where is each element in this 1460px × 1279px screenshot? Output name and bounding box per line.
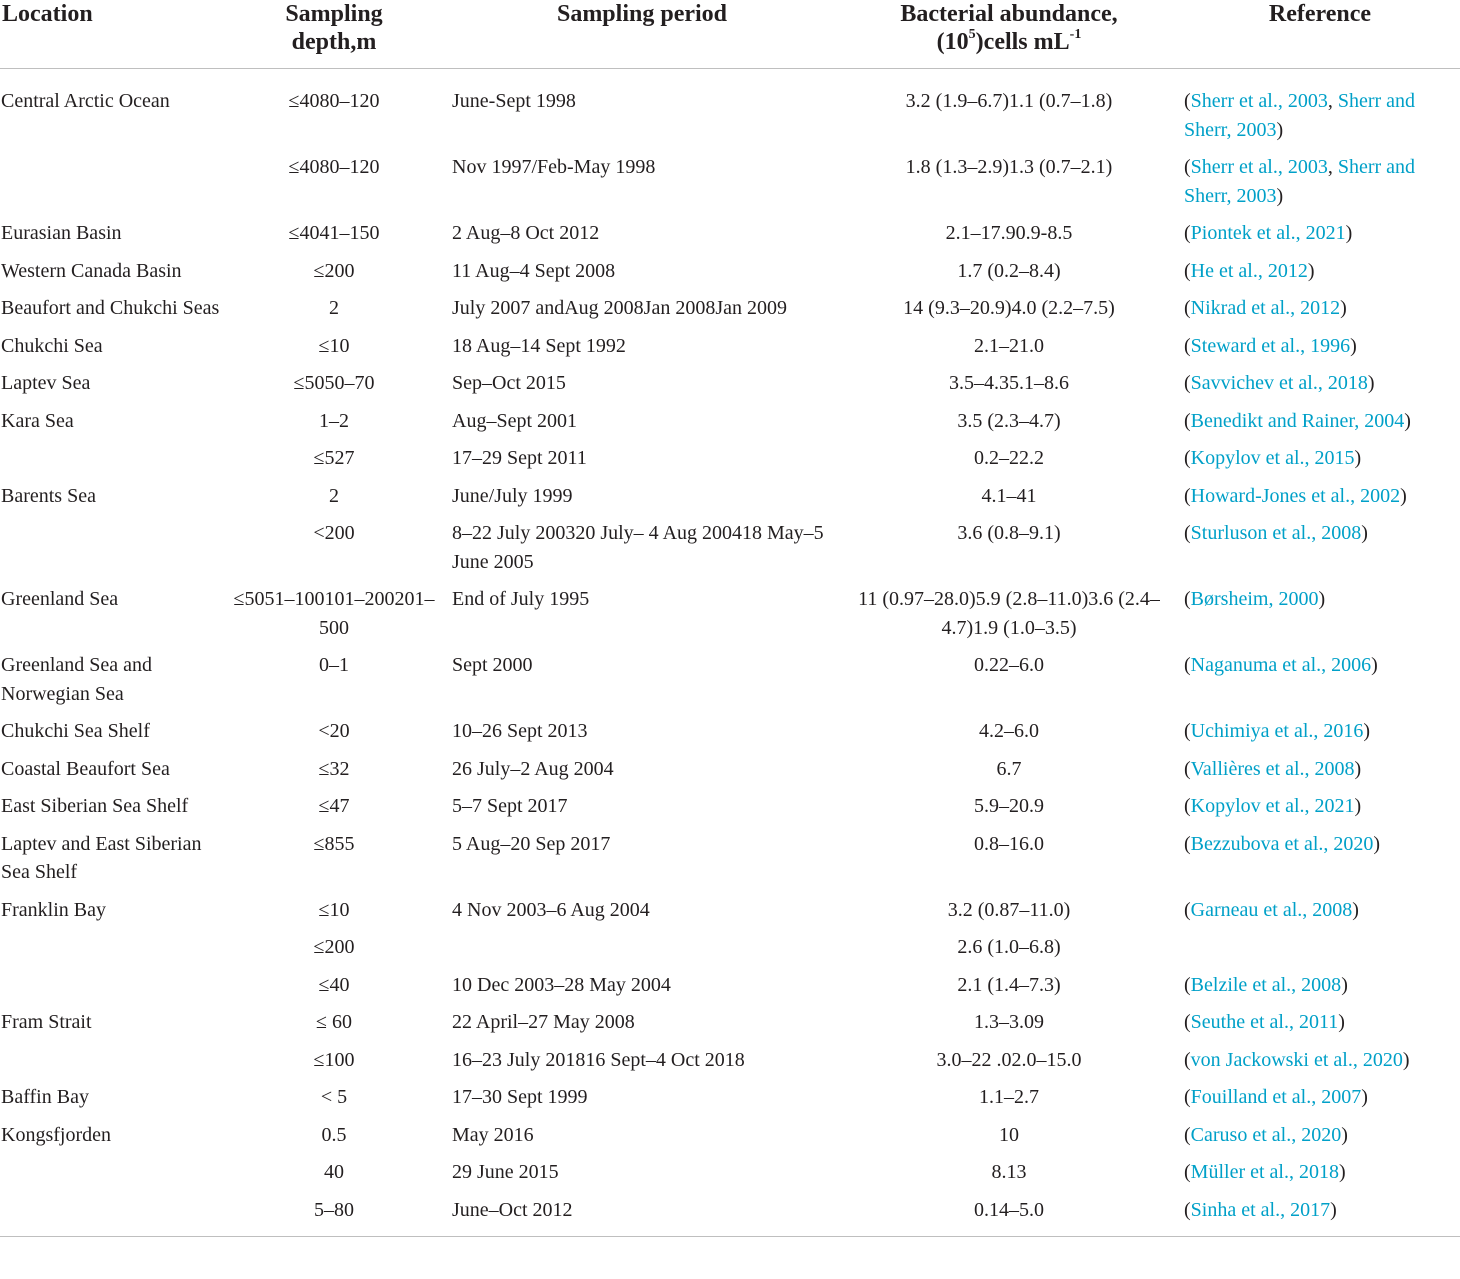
- sampling-depth-cell: ≤4080–120: [288, 156, 380, 178]
- sampling-depth-cell: ≤10: [318, 334, 350, 357]
- table-row: [0, 369, 1460, 407]
- reference-cell: (Piontek et al., 2021): [1184, 222, 1353, 244]
- reference-cell: (Fouilland et al., 2007): [1184, 1086, 1368, 1108]
- reference-link[interactable]: Caruso et al., 2020: [1190, 1123, 1342, 1146]
- reference-link[interactable]: Sinha et al., 2017: [1190, 1198, 1331, 1221]
- sampling-depth-cell: 40: [324, 1161, 344, 1183]
- reference-cell: (Howard-Jones et al., 2002): [1184, 484, 1407, 507]
- bacterial-abundance-cell: 3.5–4.35.1–8.6: [949, 372, 1069, 394]
- location-cell: Central Arctic Ocean: [1, 90, 170, 112]
- reference-cell: (Benedikt and Rainer, 2004): [1184, 409, 1411, 432]
- sampling-period-cell: Sep–Oct 2015: [452, 372, 566, 394]
- sampling-period-cell: May 2016: [452, 1123, 534, 1146]
- reference-cell: (Belzile et al., 2008): [1184, 973, 1348, 996]
- sampling-period-cell: June-Sept 1998: [452, 90, 576, 112]
- table-row: [0, 792, 1460, 830]
- bacterial-abundance-cell: 2.1–17.90.9-8.5: [945, 222, 1073, 244]
- sampling-period-cell: 26 July–2 Aug 2004: [452, 757, 614, 780]
- location-cell: Franklin Bay: [1, 898, 106, 921]
- reference-cell: (Uchimiya et al., 2016): [1184, 720, 1371, 742]
- table-row: [0, 755, 1460, 793]
- bacterial-abundance-cell: 3.6 (0.8–9.1): [957, 522, 1061, 544]
- sampling-period-cell: 16–23 July 201816 Sept–4 Oct 2018: [452, 1048, 745, 1071]
- reference-link[interactable]: Garneau et al., 2008: [1190, 898, 1353, 921]
- bacterial-abundance-cell: 1.1–2.7: [979, 1086, 1039, 1108]
- sampling-depth-cell: ≤5051–100101–200201–500: [233, 588, 435, 639]
- reference-cell: (Børsheim, 2000): [1184, 588, 1326, 610]
- sampling-depth-cell: ≤10: [318, 898, 350, 921]
- table-row: [0, 585, 1460, 651]
- reference-cell: (Kopylov et al., 2015): [1184, 447, 1362, 469]
- sampling-depth-cell: 0.5: [321, 1123, 347, 1146]
- sampling-depth-cell: ≤ 60: [316, 1011, 352, 1033]
- sampling-period-cell: 17–30 Sept 1999: [452, 1086, 588, 1108]
- reference-link[interactable]: Savvichev et al., 2018: [1190, 372, 1368, 394]
- table-row: [0, 651, 1460, 717]
- reference-cell: (Bezzubova et al., 2020): [1184, 832, 1381, 855]
- reference-link[interactable]: Sherr et al., 2003: [1190, 156, 1328, 178]
- bacterial-abundance-cell: 8.13: [991, 1161, 1027, 1183]
- location-cell: [0, 519, 222, 585]
- bacterial-abundance-cell: 3.2 (0.87–11.0): [947, 898, 1071, 921]
- table-row: [0, 294, 1460, 332]
- bacterial-abundance-cell: 0.22–6.0: [974, 654, 1044, 676]
- table-row: [0, 933, 1460, 971]
- reference-link[interactable]: He et al., 2012: [1190, 259, 1308, 282]
- sampling-period-cell: Sept 2000: [452, 654, 533, 676]
- sampling-depth-cell: ≤527: [313, 447, 355, 469]
- bacterial-abundance-cell: 2.1 (1.4–7.3): [957, 973, 1061, 996]
- reference-link[interactable]: Belzile et al., 2008: [1190, 973, 1342, 996]
- table-row: [0, 896, 1460, 934]
- sampling-period-cell: 5 Aug–20 Sep 2017: [452, 832, 611, 855]
- reference-cell: (Kopylov et al., 2021): [1184, 795, 1362, 817]
- bacterial-abundance-cell: 1.3–3.09: [974, 1011, 1044, 1033]
- sampling-period-cell: 5–7 Sept 2017: [452, 795, 568, 817]
- location-cell: Fram Strait: [1, 1011, 92, 1033]
- reference-link[interactable]: Sturluson et al., 2008: [1190, 522, 1362, 544]
- reference-cell: (Garneau et al., 2008): [1184, 898, 1359, 921]
- reference-link[interactable]: Kopylov et al., 2015: [1190, 447, 1355, 469]
- bacterial-abundance-cell: 3.0–22 .02.0–15.0: [936, 1048, 1082, 1071]
- table-row: [0, 1008, 1460, 1046]
- sampling-depth-cell: ≤47: [318, 795, 350, 817]
- table-row: [0, 153, 1460, 219]
- sampling-period-cell: End of July 1995: [452, 588, 590, 610]
- location-cell: Kara Sea: [1, 409, 74, 432]
- location-cell: [0, 1196, 222, 1237]
- table-row: [0, 519, 1460, 585]
- reference-link[interactable]: Kopylov et al., 2021: [1190, 795, 1355, 817]
- reference-link[interactable]: Fouilland et al., 2007: [1190, 1086, 1362, 1108]
- table-row: [0, 257, 1460, 295]
- location-cell: [0, 444, 222, 482]
- location-cell: Greenland Sea and Norwegian Sea: [1, 654, 153, 705]
- sampling-period-cell: 29 June 2015: [452, 1161, 559, 1183]
- reference-link[interactable]: Sherr and Sherr, 2003: [1184, 156, 1416, 207]
- reference-cell: (Sherr et al., 2003, Sherr and Sherr, 2003): [1184, 156, 1416, 207]
- reference-link[interactable]: Howard-Jones et al., 2002: [1190, 484, 1401, 507]
- bacterial-abundance-cell: 14 (9.3–20.9)4.0 (2.2–7.5): [903, 297, 1115, 319]
- sampling-period-cell: 17–29 Sept 2011: [452, 447, 587, 469]
- reference-link[interactable]: Børsheim, 2000: [1190, 588, 1319, 610]
- sampling-depth-cell: < 5: [320, 1086, 348, 1108]
- bacterial-abundance-cell: 2.6 (1.0–6.8): [957, 936, 1061, 958]
- location-cell: Eurasian Basin: [1, 222, 122, 244]
- table-row: [0, 482, 1460, 520]
- location-cell: Greenland Sea: [1, 588, 119, 610]
- location-cell: Kongsfjorden: [1, 1123, 111, 1146]
- location-cell: East Siberian Sea Shelf: [1, 795, 189, 817]
- table-row: [0, 1158, 1460, 1196]
- table-row: [0, 971, 1460, 1009]
- reference-link[interactable]: von Jackowski et al., 2020: [1190, 1048, 1403, 1071]
- reference-link[interactable]: Müller et al., 2018: [1190, 1161, 1339, 1183]
- reference-cell: (Nikrad et al., 2012): [1184, 297, 1347, 319]
- sampling-period-cell: July 2007 andAug 2008Jan 2008Jan 2009: [452, 297, 787, 319]
- header-location: Location: [0, 0, 222, 69]
- bacterial-abundance-cell: 4.1–41: [981, 484, 1037, 507]
- sampling-period-cell: June–Oct 2012: [446, 1196, 838, 1237]
- sampling-depth-cell: ≤855: [313, 832, 355, 855]
- reference-cell: (Vallières et al., 2008): [1184, 757, 1362, 780]
- table-row: [0, 332, 1460, 370]
- reference-cell: (Naganuma et al., 2006): [1184, 654, 1378, 676]
- table-row: [0, 1196, 1460, 1237]
- reference-link[interactable]: Piontek et al., 2021: [1190, 222, 1346, 244]
- reference-link[interactable]: Benedikt and Rainer, 2004: [1190, 409, 1405, 432]
- table-row: [0, 444, 1460, 482]
- sampling-period-cell: 10 Dec 2003–28 May 2004: [452, 973, 671, 996]
- sampling-depth-cell: 0–1: [319, 654, 349, 676]
- sampling-period-cell: 18 Aug–14 Sept 1992: [452, 334, 626, 357]
- location-cell: Coastal Beaufort Sea: [1, 757, 170, 780]
- bacterial-abundance-cell: 10: [999, 1123, 1019, 1146]
- bacterial-abundance-cell: 5.9–20.9: [974, 795, 1044, 817]
- reference-link[interactable]: Steward et al., 1996: [1190, 334, 1351, 357]
- reference-cell: (von Jackowski et al., 2020): [1184, 1048, 1410, 1071]
- bacterial-abundance-cell: 6.7: [996, 757, 1022, 780]
- header-sampling-period: Sampling period: [446, 0, 838, 69]
- sampling-depth-cell: ≤4041–150: [288, 222, 380, 244]
- table-row: [0, 830, 1460, 896]
- reference-link[interactable]: Bezzubova et al., 2020: [1190, 832, 1374, 855]
- sampling-depth-cell: ≤200: [313, 259, 355, 282]
- sampling-period-cell: Aug–Sept 2001: [452, 409, 577, 432]
- sampling-depth-cell: ≤200: [313, 936, 355, 958]
- reference-link[interactable]: Vallières et al., 2008: [1190, 757, 1355, 780]
- sampling-depth-cell: ≤5050–70: [293, 372, 375, 394]
- location-cell: Barents Sea: [1, 484, 96, 507]
- header-sampling-depth: Sampling depth,m: [222, 0, 446, 69]
- location-cell: Beaufort and Chukchi Seas: [1, 297, 220, 319]
- location-cell: Baffin Bay: [1, 1086, 89, 1108]
- table-row: [0, 219, 1460, 257]
- sampling-period-cell: 2 Aug–8 Oct 2012: [452, 222, 600, 244]
- reference-cell: (Sherr et al., 2003, Sherr and Sherr, 2003): [1184, 90, 1416, 141]
- sampling-period-cell: Nov 1997/Feb-May 1998: [452, 156, 656, 178]
- sampling-depth-cell: 1–2: [319, 409, 349, 432]
- reference-cell: (Seuthe et al., 2011): [1184, 1011, 1345, 1033]
- reference-link[interactable]: Nikrad et al., 2012: [1190, 297, 1341, 319]
- table-row: [0, 407, 1460, 445]
- header-reference: Reference: [1180, 0, 1460, 69]
- header-bacterial-abundance: Bacterial abundance, $(10^5)cells$ $mL^{-1}$: [838, 0, 1180, 69]
- location-cell: [0, 1158, 222, 1196]
- bacterial-abundance-cell: 2.1–21.0: [974, 334, 1044, 357]
- sampling-depth-cell: 2: [329, 297, 339, 319]
- location-cell: Chukchi Sea Shelf: [1, 720, 150, 742]
- bacterial-abundance-cell: 11 (0.97–28.0)5.9 (2.8–11.0)3.6 (2.4–4.7)1.9 (1.0–3.5): [858, 588, 1160, 639]
- reference-link[interactable]: Sherr and Sherr, 2003: [1184, 90, 1416, 141]
- sampling-period-cell: June/July 1999: [452, 484, 573, 507]
- sampling-depth-cell: ≤40: [318, 973, 350, 996]
- location-cell: Chukchi Sea: [1, 334, 103, 357]
- sampling-depth-cell: ≤32: [318, 757, 350, 780]
- table-row: [0, 1046, 1460, 1084]
- reference-cell: (Savvichev et al., 2018): [1184, 372, 1375, 394]
- location-cell: [0, 971, 222, 1009]
- reference-cell: (Sturluson et al., 2008): [1184, 522, 1368, 544]
- table-row: [0, 69, 1460, 154]
- sampling-period-cell: 22 April–27 May 2008: [452, 1011, 635, 1033]
- header-row: [0, 0, 1460, 69]
- reference-link[interactable]: Sherr et al., 2003: [1190, 90, 1328, 112]
- location-cell: [0, 1046, 222, 1084]
- bacterial-abundance-cell: 0.14–5.0: [838, 1196, 1180, 1237]
- reference-cell: (Müller et al., 2018): [1184, 1161, 1346, 1183]
- reference-link[interactable]: Naganuma et al., 2006: [1190, 654, 1372, 676]
- sampling-depth-cell: <200: [313, 522, 355, 544]
- location-cell: Laptev Sea: [1, 372, 91, 394]
- location-cell: Laptev and East Siberian Sea Shelf: [1, 832, 202, 883]
- table-row: [0, 1083, 1460, 1121]
- bacterial-abundance-cell: 3.2 (1.9–6.7)1.1 (0.7–1.8): [905, 90, 1113, 112]
- reference-link[interactable]: Uchimiya et al., 2016: [1190, 720, 1364, 742]
- reference-cell: (Caruso et al., 2020): [1184, 1123, 1348, 1146]
- reference-cell: (Sinha et al., 2017): [1180, 1196, 1460, 1237]
- sampling-period-cell: 10–26 Sept 2013: [452, 720, 588, 742]
- reference-cell: (Steward et al., 1996): [1184, 334, 1357, 357]
- table-row: [0, 1121, 1460, 1159]
- location-cell: Western Canada Basin: [1, 259, 182, 282]
- location-cell: [0, 153, 222, 219]
- sampling-depth-cell: ≤100: [313, 1048, 355, 1071]
- sampling-period-cell: 11 Aug–4 Sept 2008: [452, 259, 616, 282]
- bacterial-abundance-cell: 0.8–16.0: [974, 832, 1044, 855]
- reference-link[interactable]: Seuthe et al., 2011: [1190, 1011, 1339, 1033]
- reference-cell: (He et al., 2012): [1184, 259, 1315, 282]
- sampling-period-cell: 4 Nov 2003–6 Aug 2004: [452, 898, 650, 921]
- sampling-depth-cell: ≤4080–120: [288, 90, 380, 112]
- bacterial-abundance-cell: 3.5 (2.3–4.7): [957, 409, 1061, 432]
- sampling-depth-cell: 2: [329, 484, 339, 507]
- sampling-period-cell: [446, 933, 838, 971]
- bacterial-abundance-cell: 4.2–6.0: [979, 720, 1039, 742]
- sampling-depth-cell: <20: [318, 720, 350, 742]
- bacterial-abundance-cell: 0.2–22.2: [974, 447, 1044, 469]
- sampling-depth-cell: 5–80: [222, 1196, 446, 1237]
- bacterial-abundance-cell: 1.7 (0.2–8.4): [957, 259, 1061, 282]
- bacterial-abundance-cell: 1.8 (1.3–2.9)1.3 (0.7–2.1): [905, 156, 1113, 178]
- sampling-period-cell: 8–22 July 200320 July– 4 Aug 200418 May–5 June 2005: [452, 522, 824, 573]
- reference-cell: [1180, 933, 1460, 971]
- location-cell: [0, 933, 222, 971]
- table-row: [0, 717, 1460, 755]
